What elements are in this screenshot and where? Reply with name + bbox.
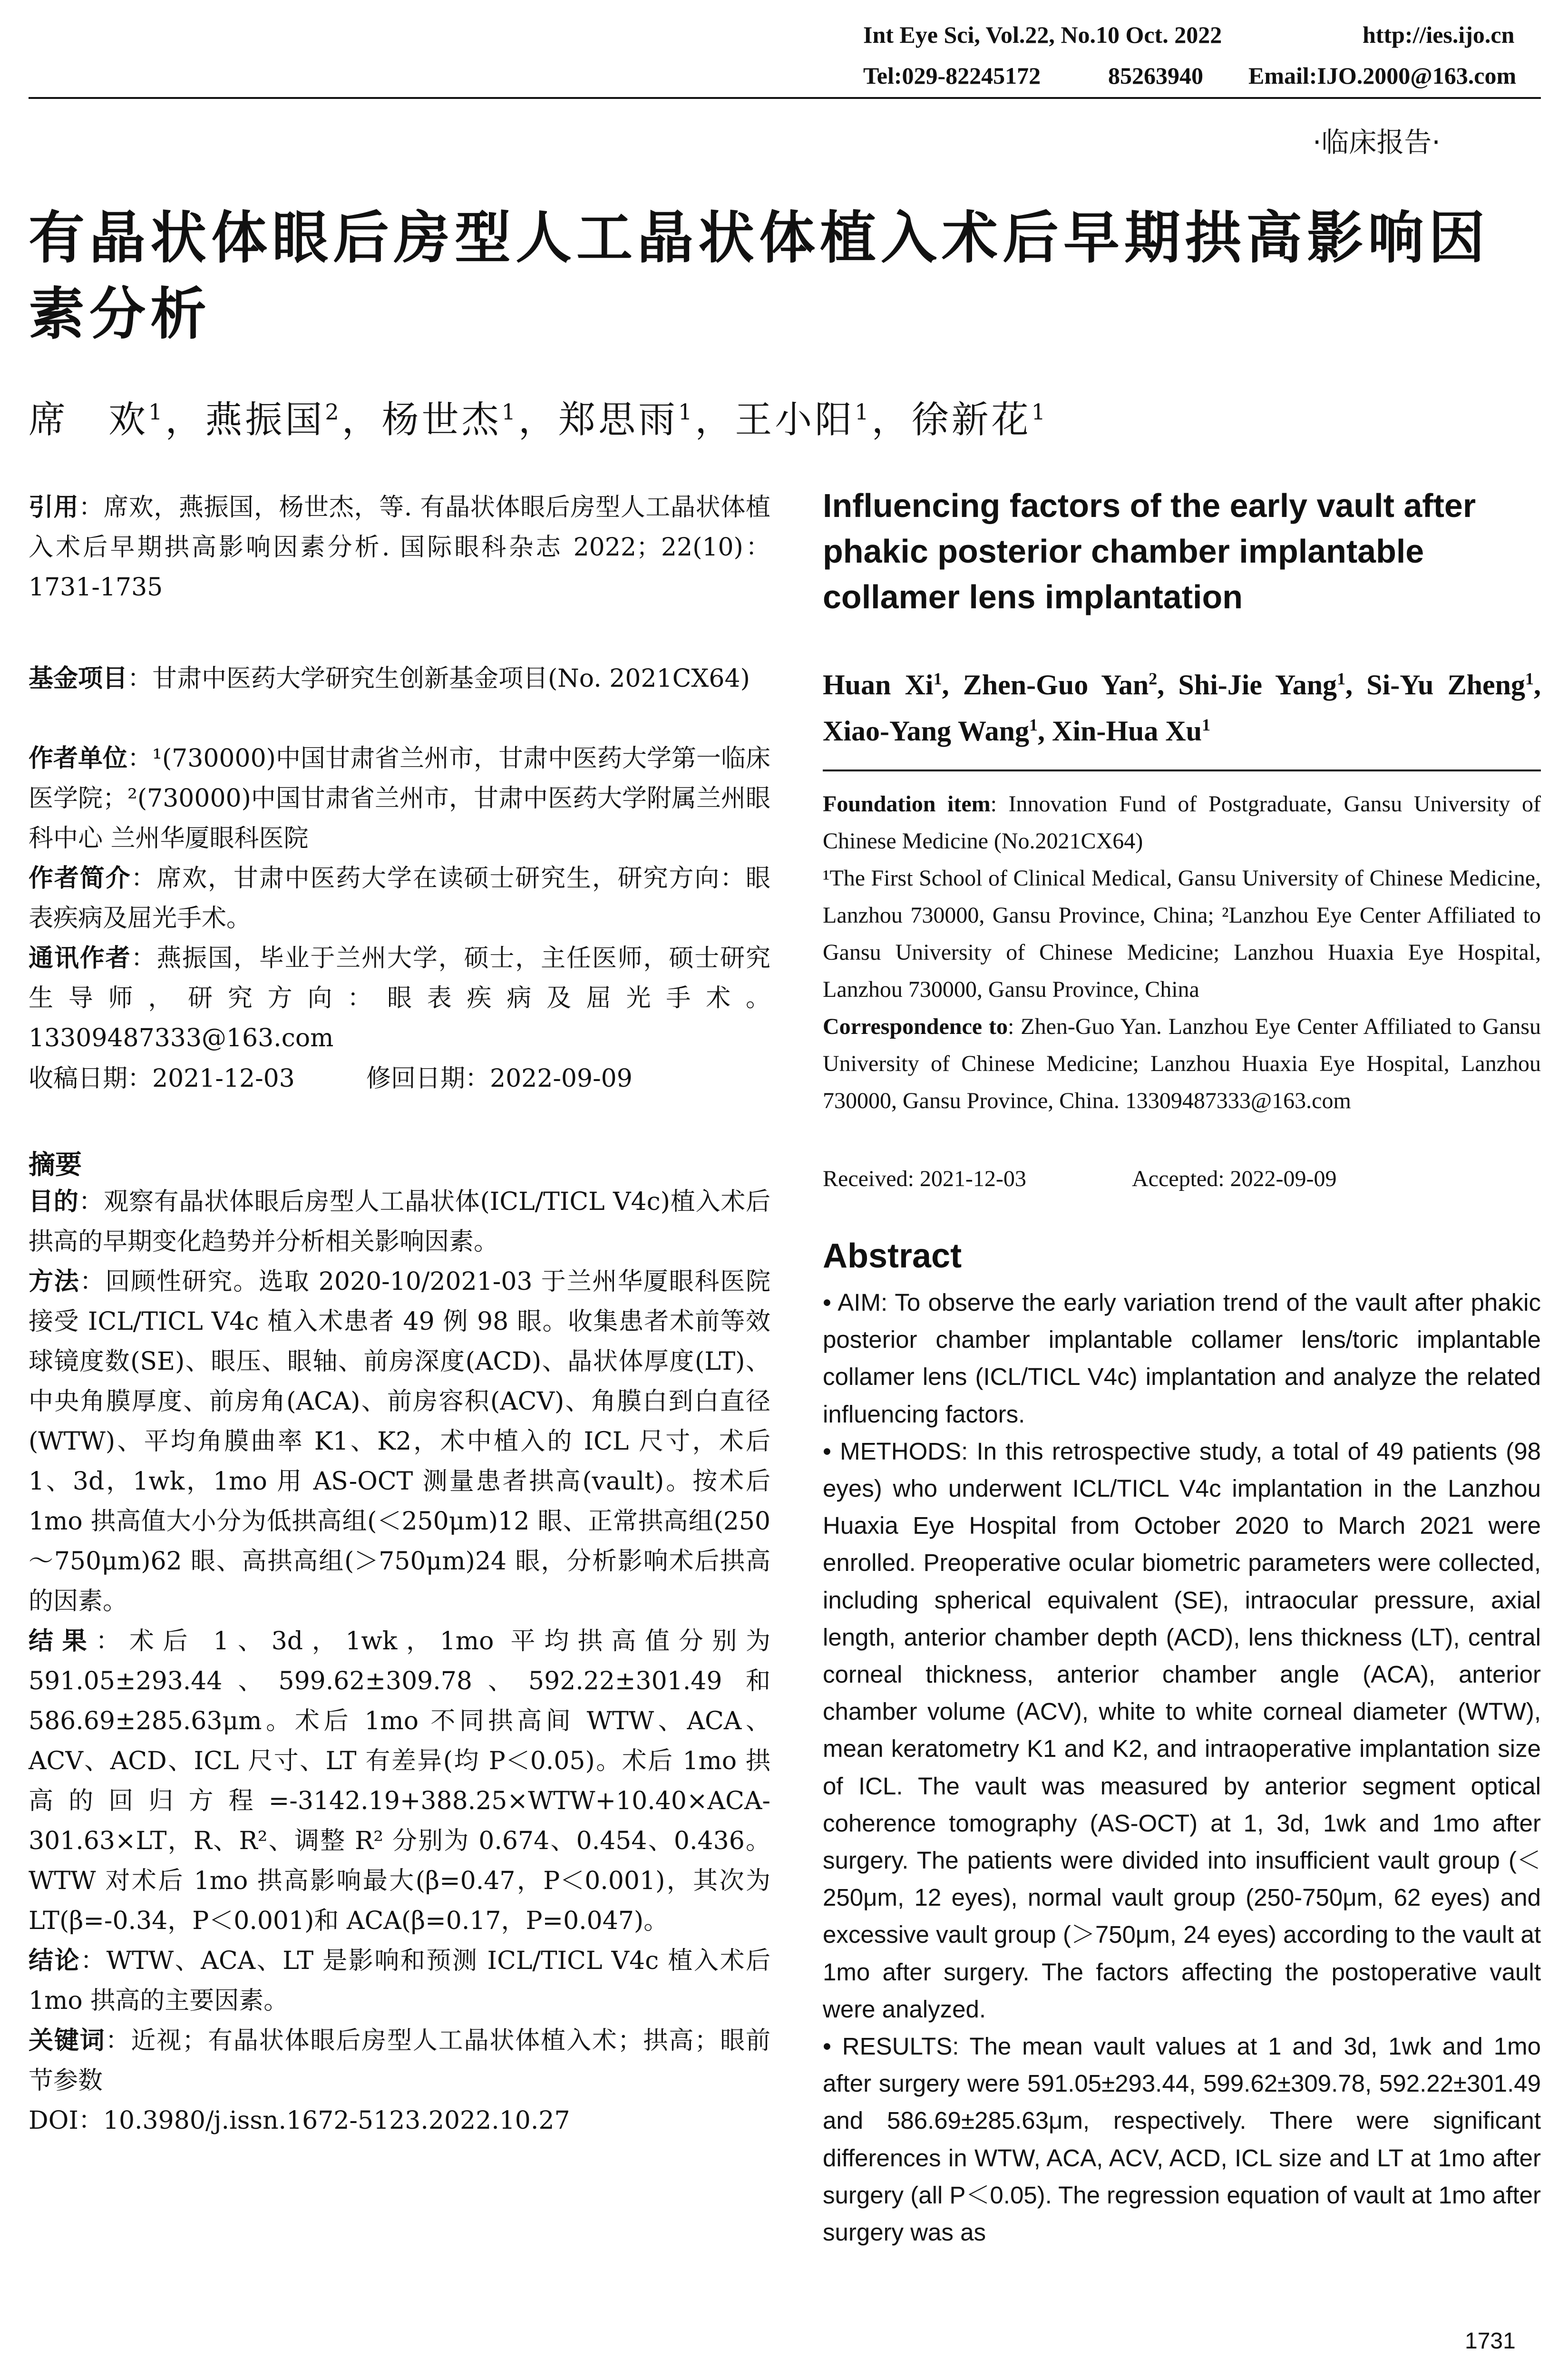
section-label: ·临床报告· [1313,126,1441,158]
author-name: 郑思雨 [558,399,678,441]
abstract-heading-cn: 摘要 [29,1150,82,1180]
results-text: ：术后 1、3d，1wk，1mo 平均拱高值分别为 591.05±293.44、599.62±309.78、592.22±301.49 和 586.69±285.63μm。术后 1mo 不同拱高间 WTW、ACA、ACV、ACD、ICL 尺寸、LT 有差异(均 P＜0.05)。术后 1mo 拱高的回归方程=-3142.19+388.25×WTW+10.40×ACA-301.63×LT，R、R²、调整 R² 分别为 0.674、0.454、0.436。WTW 对术后 1mo 拱高影响最大(β=0.47，P＜0.001)，其次为 LT(β=-0.34，P＜0.001)和 ACA(β=0.17，P=0.047)。 [29,1627,770,1935]
author-sup: 1 [148,399,166,425]
foundation-label: Foundation item [823,791,991,817]
conclusion-text: ：WTW、ACA、LT 是影响和预测 ICL/TICL V4c 植入术后 1mo 拱高的主要因素。 [29,1947,770,2015]
en-author-sup: 1 [933,669,942,688]
author-sup: 2 [325,399,342,425]
author-sup: 1 [501,399,518,425]
conclusion-label: 结论 [29,1947,81,1975]
header-rule [29,97,1541,99]
en-author-sup: 2 [1149,669,1158,688]
fund-block [29,659,770,699]
citation-text: ：席欢，燕振国，杨世杰，等. 有晶状体眼后房型人工晶状体植入术后早期拱高影响因素分析. 国际眼科杂志 2022；22(10)：1731-1735 [29,493,770,602]
author-rule [823,770,1541,771]
journal-tel2: 85263940 [1108,62,1203,89]
author-sup: 1 [855,399,872,425]
abstract-cn [29,1182,770,2141]
bio-block [29,858,770,938]
foundation-text: : Innovation Fund of Postgraduate, Gansu University of Chinese Medicine (No.2021CX64) [823,791,1541,854]
abstract-en [823,1284,1541,2251]
corr-label-en: Correspondence to [823,1014,1008,1039]
results-text-en: : The mean vault values at 1 and 3d, 1wk and 1mo after surgery were 591.05±293.44, 599.62±309.78, 592.22±301.49 and 586.69±285.63μm, respectively. There were significant differences in WTW, ACA, ACV, ACD, ICL size and LT at 1mo after surgery (all P＜0.05). The regression equation of vault at 1mo after surgery was as [823,2033,1541,2246]
corr-block [29,938,770,1058]
aim-text: ：观察有晶状体眼后房型人工晶状体(ICL/TICL V4c)植入术后拱高的早期变化趋势并分析相关影响因素。 [29,1188,770,1256]
author-list: 席 欢$^1$，燕振国$^2$，杨世杰$^1$，郑思雨$^1$，王小阳$^1$，徐新花$^1$ [29,399,1048,441]
corr-text-en: : Zhen-Guo Yan. Lanzhou Eye Center Affiliated to Gansu University of Chinese Medicine; Lanzhou Huaxia Eye Hospital, Lanzhou 730000, Gansu Province, China. 13309487333@163.com [823,1014,1541,1113]
methods-label: 方法 [29,1267,80,1296]
accepted-en: Accepted: 2022-09-09 [1132,1166,1337,1191]
results-cn [29,1621,770,1941]
conclusion-cn [29,1941,770,2021]
en-author-name: Huan Xi [823,669,934,701]
aim-en [823,1284,1541,1433]
en-author-name: Xin-Hua Xu [1052,715,1202,747]
revised-date: 修回日期：2022-09-09 [366,1064,633,1093]
aim-text-en: : To observe the early variation trend of the vault after phakic posterior chamber implantable collamer lens/toric implantable collamer lens (ICL/TICL V4c) implantation and analyze the related influencing factors. [823,1289,1541,1428]
received-en: Received: 2021-12-03 [823,1166,1026,1191]
bio-text: ：席欢，甘肃中医药大学在读硕士研究生，研究方向：眼表疾病及屈光手术。 [29,864,770,933]
author-name: 徐新花 [911,399,1032,441]
journal-email[interactable]: Email:IJO.2000@163.com [1248,62,1517,89]
keywords-cn [29,2021,770,2101]
en-author-sup: 1 [1029,715,1038,734]
keywords-text: ：近视；有晶状体眼后房型人工晶状体植入术；拱高；眼前节参数 [29,2026,770,2095]
page-number: 1731 [1465,2328,1516,2354]
english-title: Influencing factors of the early vault after phakic posterior chamber implantable collamer lens implantation [823,487,1476,615]
en-author-name: Shi-Jie Yang [1178,669,1337,701]
en-author-sup: 1 [1337,669,1346,688]
author-sup: 1 [678,399,695,425]
methods-cn [29,1262,770,1621]
en-front-matter [823,786,1541,1120]
affiliations: ¹The First School of Clinical Medical, Gansu University of Chinese Medicine, Lanzhou 730000, Gansu Province, China; ²Lanzhou Eye Center Affiliated to Gansu University of Chinese Medicine; Lanzhou Huaxia Eye Hospital, Lanzhou 730000, Gansu Province, China [823,866,1541,1002]
article-title: 有晶状体眼后房型人工晶状体植入术后早期拱高影响因素分析 [29,205,1490,347]
aim-label-en: • AIM [823,1289,881,1316]
results-label-en: • RESULTS [823,2033,953,2060]
en-author-name: Xiao-Yang Wang [823,715,1030,747]
fund-label: 基金项目 [29,664,128,693]
received-date: 收稿日期：2021-12-03 [29,1064,295,1093]
results-en [823,2028,1541,2251]
english-authors: Huan Xi$^1$, Zhen-Guo Yan$^2$, Shi-Jie Yang$^1$, Si-Yu Zheng$^1$, Xiao-Yang Wang$^1$, Xin-Hua Xu$^1$ [823,669,1541,747]
foundation [823,786,1541,860]
journal-tel: Tel:029-82245172 [863,62,1041,89]
methods-text: ：回顾性研究。选取 2020-10/2021-03 于兰州华厦眼科医院接受 ICL/TICL V4c 植入术患者 49 例 98 眼。收集患者术前等效球镜度数(SE)、眼压、眼轴、前房深度(ACD)、晶状体厚度(LT)、中央角膜厚度、前房角(ACA)、前房容积(ACV)、角膜白到白直径(WTW)、平均角膜曲率 K1、K2，术中植入的 ICL 尺寸，术后 1、3d，1wk，1mo 用 AS-OCT 测量患者拱高(vault)。按术后 1mo 拱高值大小分为低拱高组(＜250μm)12 眼、正常拱高组(250～750μm)62 眼、高拱高组(＞750μm)24 眼，分析影响术后拱高的因素。 [29,1267,770,1616]
results-label: 结果 [29,1627,96,1656]
en-author-sup: 1 [1202,715,1211,734]
doi[interactable]: DOI：10.3980/j.issn.1672-5123.2022.10.27 [29,2106,570,2135]
unit-text: ：¹(730000)中国甘肃省兰州市，甘肃中医药大学第一临床医学院；²(730000)中国甘肃省兰州市，甘肃中医药大学附属兰州眼科中心 兰州华厦眼科医院 [29,744,770,853]
author-name: 王小阳 [735,399,855,441]
author-name: 燕振国 [205,399,325,441]
author-sup: 1 [1031,399,1048,425]
citation-block [29,487,770,607]
keywords-label: 关键词 [29,2026,106,2055]
en-author-name: Si-Yu Zheng [1366,669,1526,701]
methods-en [823,1433,1541,2028]
aim-label: 目的 [29,1188,79,1216]
correspondence [823,1008,1541,1120]
aim-cn [29,1182,770,1262]
methods-label-en: • METHODS [823,1437,962,1465]
author-name: 席 欢 [29,399,149,441]
en-author-sup: 1 [1525,669,1534,688]
unit-label: 作者单位 [29,744,128,773]
corr-label: 通讯作者 [29,944,131,973]
author-name: 杨世杰 [381,399,502,441]
unit-block [29,739,770,858]
bio-label: 作者简介 [29,864,131,893]
journal-url[interactable]: http://ies.ijo.cn [1363,21,1515,48]
methods-text-en: : In this retrospective study, a total of 49 patients (98 eyes) who underwent ICL/TICL V4c implantation in the Lanzhou Huaxia Eye Hospital from October 2020 to March 2021 were enrolled. Preoperative ocular biometric parameters were collected, including spherical equivalent (SE), intraocular pressure, axial length, anterior chamber depth (ACD), lens thickness (LT), central corneal thickness, anterior chamber angle (ACA), anterior chamber volume (ACV), white to white corneal diameter (WTW), mean keratometry K1 and K2, and intraoperative implantation size of ICL. The vault was measured by anterior segment optical coherence tomography (AS-OCT) at 1, 3d, 1wk and 1mo after surgery. The patients were divided into insufficient vault group (＜250μm, 12 eyes), normal vault group (250-750μm, 62 eyes) and excessive vault group (＞750μm, 24 eyes) according to the vault at 1mo after surgery. The factors affecting the postoperative vault were analyzed. [823,1437,1541,2023]
citation-label: 引用 [29,493,79,522]
fund-text: ：甘肃中医药大学研究生创新基金项目(No. 2021CX64) [127,664,750,693]
journal-info: Int Eye Sci, Vol.22, No.10 Oct. 2022 [863,21,1222,48]
corr-text: ：燕振国，毕业于兰州大学，硕士，主任医师，硕士研究生导师，研究方向：眼表疾病及屈光手术。13309487333@163.com [29,944,770,1052]
abstract-heading-en: Abstract [823,1237,962,1275]
en-author-name: Zhen-Guo Yan [963,669,1149,701]
